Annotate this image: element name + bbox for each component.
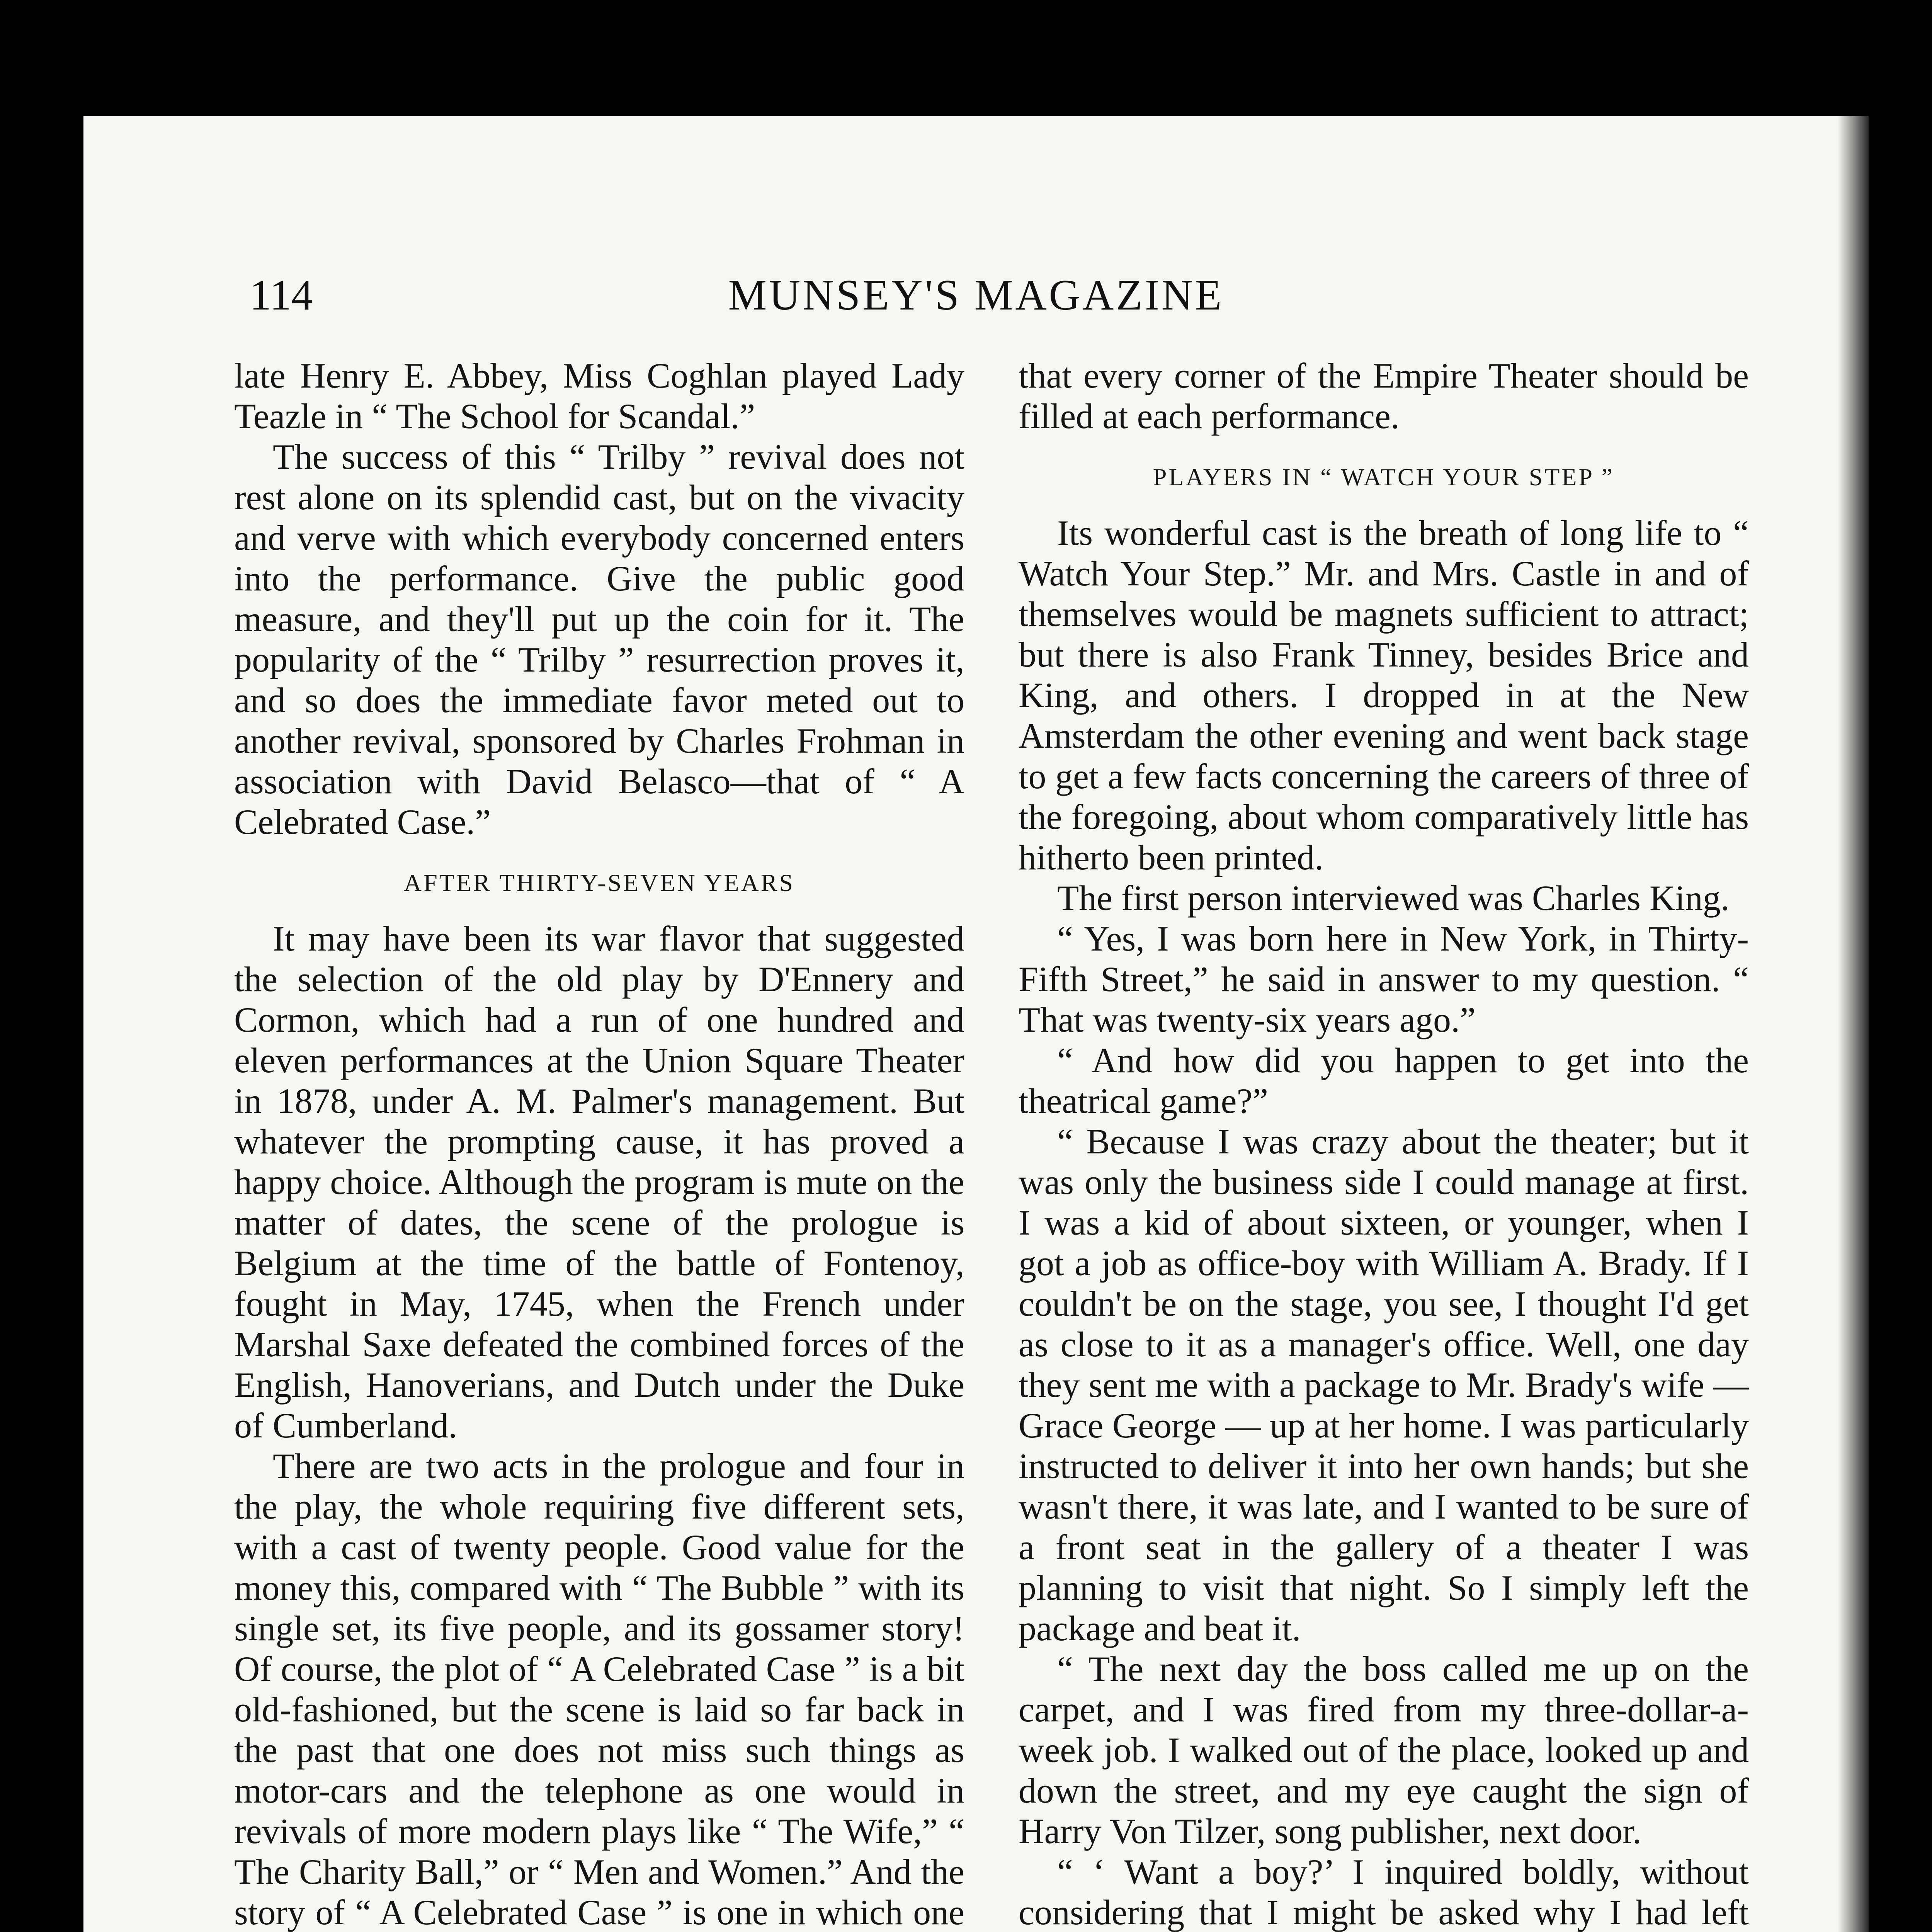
paragraph: The first person interviewed was Charles King.: [1057, 878, 1730, 918]
paragraph: It may have been its war flavor that suggested the selection of the old play by D'Ennery and Cormon, which had a run of one hundred and eleven performances at the Union Square Theater in 1878, under A. M. Palmer's management. But whatever the prompting cause, it has proved a happy choice. Although the program is mute on the matter of dates, the scene of the prologue is Belgium at the time of the battle of Fontenoy, fought in May, 1745, when the French under Marshal Saxe defeated the combined forces of the English, Hanoverians, and Dutch under the Duke of Cumberland.: [234, 919, 964, 1445]
paragraph: “ ‘ Want a boy?’ I inquired boldly, without considering that I might be asked why I had left: [1019, 1852, 1749, 1932]
section-heading: PLAYERS IN “ WATCH YOUR STEP ”: [1153, 463, 1615, 491]
paragraph: The success of this “ Trilby ” revival does not rest alone on its splendid cast, but on the vivacity and verve with which everybody concerned enters into the performance. Give the public good measure, and they'll put up the coin for it. The popularity of the “ Trilby ” resurrection proves it, and so does the immediate favor meted out to another revival, sponsored by Charles Frohman in association with David Belasco—that of “ A Celebrated Case.”: [234, 437, 964, 842]
running-head: MUNSEY'S MAGAZINE: [728, 271, 1224, 319]
right-column: [1019, 355, 1749, 1932]
page-shadow-edge: [1838, 116, 1869, 1932]
paragraph: “ And how did you happen to get into the theatrical game?”: [1019, 1041, 1749, 1121]
section-heading: AFTER THIRTY-SEVEN YEARS: [403, 869, 795, 896]
magazine-page: [83, 116, 1869, 1932]
left-column: [234, 355, 964, 1932]
paragraph: Its wonderful cast is the breath of long life to “ Watch Your Step.” Mr. and Mrs. Castle in and of themselves would be magnets sufficient to attract; but there is also Frank Tinney, besides Brice and King, and others. I dropped in at the New Amsterdam the other evening and went back stage to get a few facts concerning the careers of three of the foregoing, about whom comparatively little has hitherto been printed.: [1019, 513, 1749, 877]
paragraph: “ Because I was crazy about the theater; but it was only the business side I could manage at first. I was a kid of about sixteen, or younger, when I got a job as office-boy with William A. Brady. If I couldn't be on the stage, you see, I thought I'd get as close to it as a manager's office. Well, one day they sent me with a package to Mr. Brady's wife — Grace George — up at her home. I was particularly instructed to deliver it into her own hands; but she wasn't there, it was late, and I wanted to be sure of a front seat in the gallery of a theater I was planning to visit that night. So I simply left the package and beat it.: [1019, 1122, 1749, 1648]
paragraph: “ Yes, I was born here in New York, in Thirty-Fifth Street,” he said in answer to my question. “ That was twenty-six years ago.”: [1019, 919, 1749, 1039]
page-number: 114: [250, 271, 313, 319]
paragraph: that every corner of the Empire Theater should be filled at each performance.: [1019, 356, 1749, 436]
paragraph: There are two acts in the prologue and four in the play, the whole requiring five different sets, with a cast of twenty people. Good value for the money this, compared with “ The Bubble ” with its single set, its five people, and its gossamer story! Of course, the plot of “ A Celebrated Case ” is a bit old-fashioned, but the scene is laid so far back in the past that one does not miss such things as motor-cars and the telephone as one would in revivals of more modern plays like “ The Wife,” “ The Charity Ball,” or “ Men and Women.” And the story of “ A Celebrated Case ” is one in which one: [234, 1446, 964, 1932]
paragraph: “ The next day the boss called me up on the carpet, and I was fired from my three-dollar-a-week job. I walked out of the place, looked up and down the street, and my eye caught the sign of Harry Von Tilzer, song publisher, next door.: [1019, 1649, 1749, 1851]
paragraph: late Henry E. Abbey, Miss Coghlan played Lady Teazle in “ The School for Scandal.”: [234, 356, 964, 436]
